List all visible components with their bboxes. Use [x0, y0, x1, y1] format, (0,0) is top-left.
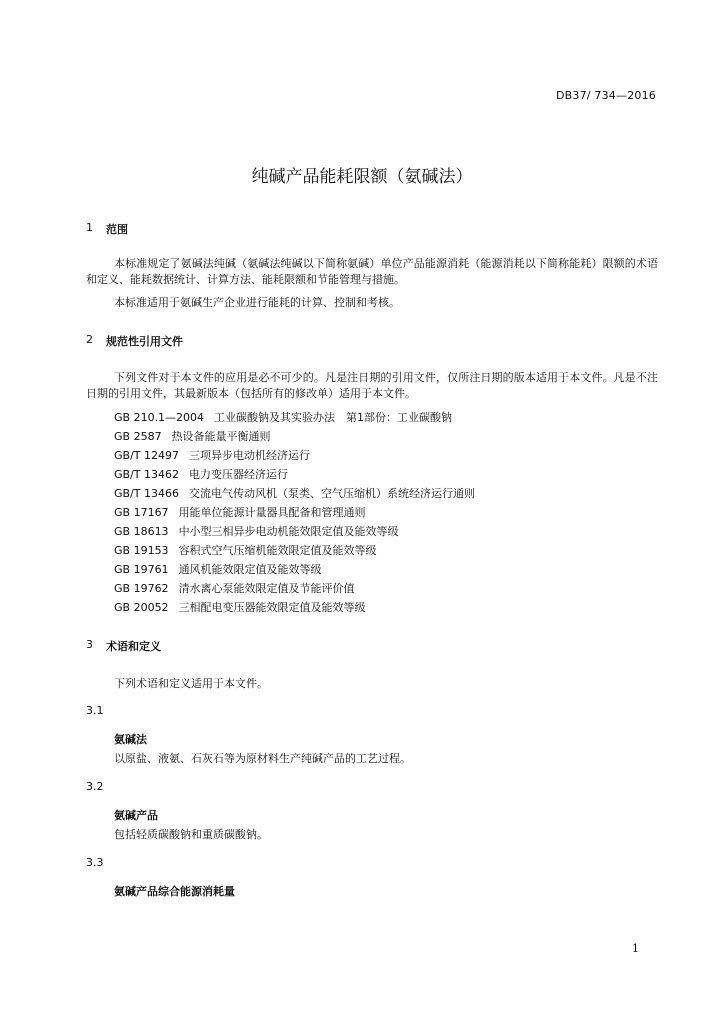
reference-item [114, 523, 399, 539]
reference-item [114, 504, 366, 520]
clause-number: 3.3 [86, 856, 104, 869]
reference-name: 工业碳酸钠及其实验办法 第1部份：工业碳酸钠 [214, 411, 453, 424]
reference-name: 容积式空气压缩机能效限定值及能效等级 [178, 544, 377, 557]
reference-code: GB/T 12497 [114, 449, 179, 462]
section-1-title: 范围 [106, 223, 128, 236]
reference-item [114, 409, 452, 425]
reference-item [114, 599, 366, 615]
reference-name: 通风机能效限定值及能效等级 [178, 563, 322, 576]
term-definition: 包括轻质碳酸钠和重质碳酸钠。 [114, 828, 268, 841]
page-number: 1 [632, 942, 639, 955]
reference-code: GB 20052 [114, 601, 169, 614]
reference-name: 用能单位能源计量器具配备和管理通则 [178, 506, 366, 519]
reference-item [114, 447, 310, 463]
reference-name: 电力变压器经济运行 [189, 468, 288, 481]
term-name: 氨碱法 [114, 733, 147, 746]
reference-code: GB 19761 [114, 563, 169, 576]
reference-code: GB/T 13466 [114, 487, 179, 500]
reference-code: GB 2587 [114, 430, 162, 443]
term-name: 氨碱产品综合能源消耗量 [114, 885, 235, 898]
section-2-number: 2 [86, 333, 93, 346]
section-3-intro: 下列术语和定义适用于本文件。 [114, 677, 268, 690]
section-1-number: 1 [86, 221, 93, 234]
reference-item [114, 466, 288, 482]
reference-item [114, 561, 322, 577]
reference-name: 三相配电变压器能效限定值及能效等级 [178, 601, 366, 614]
reference-name: 交流电气传动风机（泵类、空气压缩机）系统经济运行通则 [189, 487, 475, 500]
reference-item [114, 428, 271, 444]
reference-code: GB 19762 [114, 582, 169, 595]
reference-code: GB 17167 [114, 506, 169, 519]
reference-code: GB 19153 [114, 544, 169, 557]
section-1-paragraph-1: 本标准规定了氨碱法纯碱（氨碱法纯碱以下简称氨碱）单位产品能源消耗（能源消耗以下简称能耗）限额的术语和定义、能耗数据统计、计算方法、能耗限额和节能管理与措施。 [86, 257, 658, 286]
term-name: 氨碱产品 [114, 809, 158, 822]
document-title: 纯碱产品能耗限额（氨碱法） [251, 167, 473, 187]
reference-code: GB/T 13462 [114, 468, 179, 481]
reference-name: 三项异步电动机经济运行 [189, 449, 310, 462]
reference-item [114, 580, 355, 596]
reference-name: 中小型三相异步电动机能效限定值及能效等级 [178, 525, 399, 538]
section-3-title: 术语和定义 [106, 640, 161, 653]
reference-item [114, 485, 475, 501]
clause-number: 3.1 [86, 704, 104, 717]
document-code: DB37/ 734—2016 [555, 89, 656, 102]
reference-name: 热设备能量平衡通则 [171, 430, 271, 443]
clause-number: 3.2 [86, 780, 104, 793]
term-definition: 以原盐、液氨、石灰石等为原材料生产纯碱产品的工艺过程。 [114, 752, 411, 765]
reference-item [114, 542, 377, 558]
reference-code: GB 210.1—2004 [114, 411, 205, 424]
reference-name: 清水离心泵能效限定值及节能评价值 [178, 582, 355, 595]
reference-code: GB 18613 [114, 525, 169, 538]
section-3-number: 3 [86, 638, 93, 651]
section-1-paragraph-2: 本标准适用于氨碱生产企业进行能耗的计算、控制和考核。 [114, 296, 400, 309]
section-2-intro: 下列文件对于本文件的应用是必不可少的。凡是注日期的引用文件，仅所注日期的版本适用于本文件。凡是不注日期的引用文件，其最新版本（包括所有的修改单）适用于本文件。 [86, 371, 658, 400]
section-2-title: 规范性引用文件 [106, 335, 183, 348]
